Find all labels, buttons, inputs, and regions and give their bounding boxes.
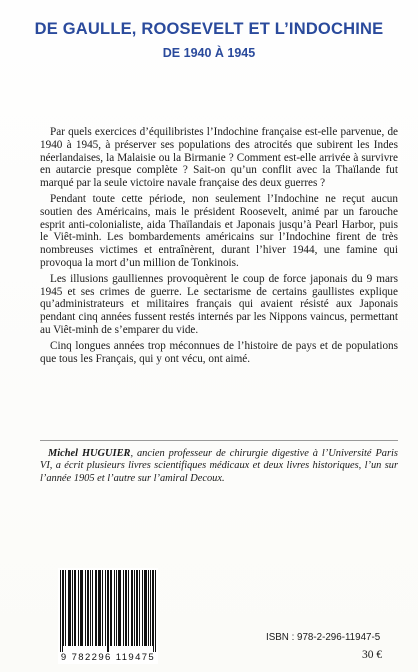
barcode-bar [118,570,119,646]
barcode-bar [62,570,63,652]
barcode-bar [153,570,154,652]
barcode-bar [126,570,127,646]
barcode-bar [81,570,82,646]
barcode-bar [110,570,111,646]
divider [40,440,398,441]
barcode-bar [123,570,124,646]
barcode-bar [68,570,69,646]
barcode-bar [95,570,96,646]
barcode-bar [119,570,120,646]
barcode [58,568,158,664]
barcode-bar [100,570,101,646]
barcode-bar [74,570,75,646]
barcode-bar [96,570,97,646]
barcode-bar [131,570,132,646]
barcode-bar [99,570,100,646]
barcode-bar [114,570,115,646]
barcode-bar [128,570,129,646]
isbn: ISBN : 978-2-296-11947-5 [266,632,381,643]
barcode-bar [145,570,146,646]
barcode-bar [102,570,103,646]
barcode-bar [111,570,112,646]
barcode-bar [85,570,86,646]
barcode-bar [78,570,79,646]
barcode-bar [92,570,93,646]
barcode-bar [70,570,71,646]
barcode-bar [137,570,138,646]
barcode-bar [105,570,106,646]
barcode-digits: 9 782296 119475 [60,652,156,663]
book-subtitle: DE 1940 À 1945 [162,46,256,60]
barcode-bar [69,570,70,646]
barcode-bar [87,570,88,646]
barcode-bar [107,570,108,652]
barcode-bar [152,570,153,646]
blurb-paragraph: Pendant toute cette période, non seulement l’Indochine ne reçut aucun soutien des Américains, mais le président Roosevelt, animé par un farouche esprit anti-colonialiste, aida Thaïlandais et Japonais jusqu’à Pearl Harbor, puis le Viêt-minh. Les bombardements américains sur l’Indochine firent de très nombreuses victimes et entraînèrent, durant l’hiver 1944, une famine qui provoqua la mort d’un million de Tonkinois. [40,192,398,269]
barcode-bar [150,570,151,646]
barcode-bar [116,570,117,646]
barcode-bar [90,570,91,646]
barcode-bar [82,570,83,646]
barcode-bar [65,570,66,646]
blurb-paragraph: Par quels exercices d’équilibristes l’Indochine française est-elle parvenue, de 1940 à 1945, à préserver ses populations des atrocités que subirent les Indes néerlandaises, la Malaisie ou la Birmanie ? Comment est-elle arrivée à survivre en autarcie presque complète ? Sait-on qu’un conflit avec la Thaïlande fut marqué par la seule victoire navale française des deux guerres ? [40,126,398,190]
barcode-bar [132,570,133,646]
book-title: DE GAULLE, ROOSEVELT ET L’INDOCHINE [34,20,384,38]
barcode-bar [98,570,99,646]
barcode-bar [125,570,126,646]
author-bio-text: , ancien professeur de chirurgie digestive à l’Université Paris VI, a écrit plusieurs livres scientifiques médicaux et deux livres historiques, l’un sur l’année 1905 et l’autre sur l’amiral Decoux. [40,448,398,484]
barcode-bar [88,570,89,646]
barcode-bar [148,570,149,646]
author-bio [40,448,398,485]
barcode-bar [144,570,145,646]
barcode-bar [155,570,156,652]
barcode-bar [60,570,61,652]
price: 30 € [362,649,383,661]
barcode-bar [139,570,140,646]
barcode-bar [72,570,73,646]
blurb [40,126,398,368]
barcode-bar [80,570,81,646]
barcode-bar [134,570,135,646]
blurb-paragraph: Cinq longues années trop méconnues de l’histoire de pays et de populations que tous les Français, qui y ont vécu, ont aimé. [40,339,398,365]
barcode-bar [142,570,143,646]
barcode-bar [108,570,109,652]
blurb-paragraph: Les illusions gaulliennes provoquèrent le coup de force japonais du 9 mars 1945 et ses crimes de guerre. Le sectarisme de certains gaullistes explique qu’administrateurs et militaires français qui avaient résisté aux Japonais pendant cinq années fussent restés internés par les Nippons vaincus, permettant au Viêt-minh de s’emparer du vide. [40,272,398,336]
barcode-bars [58,568,158,652]
barcode-bar [63,570,64,646]
barcode-bar [136,570,137,646]
barcode-bar [75,570,76,646]
barcode-bar [146,570,147,646]
barcode-bar [120,570,121,646]
author-name: Michel HUGUIER [48,448,131,459]
